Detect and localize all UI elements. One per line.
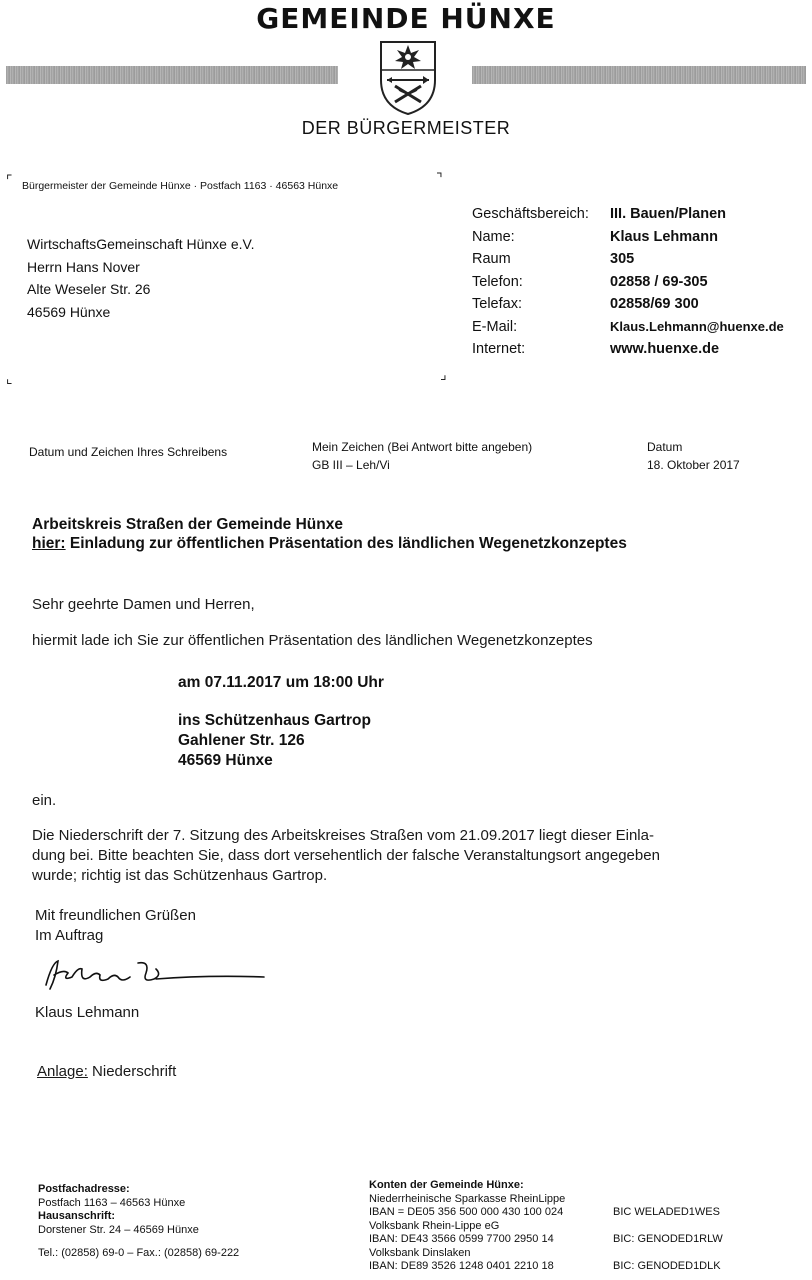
letterhead-band-right (472, 66, 806, 84)
contact-label: Internet: (472, 341, 526, 357)
footer-address (38, 1183, 239, 1261)
footer-accounts (369, 1179, 565, 1274)
contact-label: Raum (472, 251, 511, 267)
footer-bic-1: BIC WELADED1WES (613, 1206, 720, 1218)
corner-mark-bottom-left: ⌞ (6, 370, 13, 386)
subject-text: Einladung zur öffentlichen Präsentation des ländlichen Wegenetzkonzeptes (65, 535, 627, 552)
contact-label: Geschäftsbereich: (472, 206, 589, 222)
footer-postal-value: Postfach 1163 – 46563 Hünxe (38, 1196, 186, 1209)
recipient-address (27, 233, 254, 323)
note-line: Die Niederschrift der 7. Sitzung des Arbeitskreises Straßen vom 21.09.2017 liegt dieser Einla- (32, 827, 654, 844)
event-location-line: ins Schützenhaus Gartrop (178, 712, 371, 729)
subject-prefix: hier: (32, 535, 66, 552)
event-location-line: Gahlener Str. 126 (178, 732, 305, 749)
closing (35, 906, 196, 946)
footer-house-label: Hausanschrift: (38, 1210, 116, 1222)
reference-mine-label: Mein Zeichen (Bei Antwort bitte angeben) (312, 440, 533, 454)
footer-phone: Tel.: (02858) 69-0 – Fax.: (02858) 69-222 (38, 1247, 240, 1259)
letterhead-subtitle: DER BÜRGERMEISTER (301, 118, 511, 138)
enclosure-value: Niederschrift (87, 1063, 177, 1080)
fax-value: 02858/69 300 (610, 296, 699, 312)
footer-bic-3: BIC: GENODED1DLK (613, 1260, 721, 1272)
event-time: am 07.11.2017 um 18:00 Uhr (178, 674, 384, 691)
recipient-line: 46569 Hünxe (27, 303, 111, 320)
coat-of-arms-icon (377, 36, 439, 116)
phone-value: 02858 / 69-305 (610, 273, 708, 290)
enclosure (37, 1062, 176, 1082)
footer-bic-2: BIC: GENODED1RLW (613, 1233, 723, 1245)
recipient-line: Herrn Hans Nover (27, 258, 140, 275)
corner-mark-bottom-right: ⌟ (440, 366, 447, 382)
subject-line-1: Arbeitskreis Straßen der Gemeinde Hünxe (32, 516, 343, 533)
footer-iban: IBAN = DE05 356 500 000 430 100 024 (369, 1206, 564, 1218)
footer-house-value: Dorstener Str. 24 – 46569 Hünxe (38, 1223, 199, 1236)
enclosure-label: Anlage: (37, 1063, 88, 1080)
closing-word: ein. (32, 792, 57, 809)
reference-mine (312, 438, 532, 474)
note-line: wurde; richtig ist das Schützenhaus Gartrop. (32, 867, 328, 884)
reference-yours (29, 443, 227, 461)
subject (32, 515, 627, 553)
corner-mark-top-right: ⌝ (436, 170, 443, 186)
contact-labels (472, 203, 589, 361)
footer-bank-name: Volksbank Dinslaken (369, 1246, 471, 1259)
recipient-line: Alte Weseler Str. 26 (27, 281, 151, 297)
email-link[interactable]: Klaus.Lehmann@huenxe.de (610, 318, 784, 334)
room-value: 305 (610, 251, 635, 267)
footer-postal-label: Postfachadresse: (38, 1183, 130, 1195)
footer-accounts-label: Konten der Gemeinde Hünxe: (369, 1179, 524, 1191)
event-location (178, 711, 371, 771)
corner-mark-top-left: ⌜ (6, 172, 13, 188)
name-value: Klaus Lehmann (610, 228, 718, 245)
contact-label: E-Mail: (472, 318, 518, 335)
reference-date (647, 438, 740, 474)
contact-label: Telefon: (472, 273, 523, 290)
contact-label: Telefax: (472, 296, 522, 312)
website-link[interactable]: www.huenxe.de (610, 341, 720, 357)
reference-yours-label: Datum und Zeichen Ihres Schreibens (29, 445, 228, 459)
note-line: dung bei. Bitte beachten Sie, dass dort versehentlich der falsche Veranstaltungsort angegeben (32, 847, 660, 864)
contact-label: Name: (472, 228, 515, 245)
footer-iban: IBAN: DE43 3566 0599 7700 2950 14 (369, 1233, 554, 1245)
subject-line-2 (32, 534, 627, 553)
reference-date-value: 18. Oktober 2017 (647, 458, 740, 472)
letterhead-band-left (6, 66, 338, 84)
contact-values (610, 203, 784, 361)
footer-iban: IBAN: DE89 3526 1248 0401 2210 18 (369, 1260, 554, 1272)
footer-bank-name: Niederrheinische Sparkasse RheinLippe (369, 1192, 566, 1205)
salutation: Sehr geehrte Damen und Herren, (32, 596, 255, 613)
reference-mine-value: GB III – Leh/Vi (312, 458, 390, 472)
intro-paragraph: hiermit lade ich Sie zur öffentlichen Präsentation des ländlichen Wegenetzkonzeptes (32, 632, 593, 649)
closing-greeting: Mit freundlichen Grüßen (35, 907, 196, 924)
event-location-line: 46569 Hünxe (178, 752, 273, 769)
letterhead-title: GEMEINDE HÜNXE (256, 2, 556, 35)
department-value: III. Bauen/Planen (610, 206, 727, 222)
reference-date-label: Datum (647, 440, 683, 454)
signatory-name: Klaus Lehmann (35, 1004, 140, 1021)
recipient-line: WirtschaftsGemeinschaft Hünxe e.V. (27, 236, 255, 252)
signature-icon (38, 955, 268, 995)
sender-return-address: Bürgermeister der Gemeinde Hünxe · Postfach 1163 · 46563 Hünxe (22, 180, 339, 192)
closing-on-behalf: Im Auftrag (35, 927, 104, 944)
footer-bank-name: Volksbank Rhein-Lippe eG (369, 1219, 500, 1232)
note-paragraph (32, 826, 660, 886)
